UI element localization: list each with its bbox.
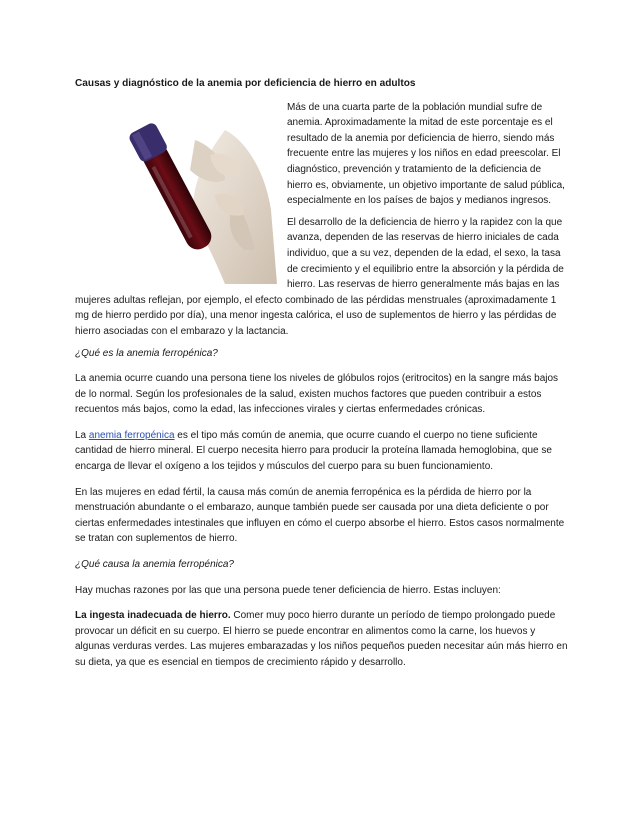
document-page [75,76,569,681]
intro-paragraph-1: Más de una cuarta parte de la población mundial sufre de anemia. Aproximadamente la mitad de este porcentaje es el resultado de la anemia por deficiencia de hierro, siendo más frecuente entre las mujeres y los niños en edad preescolar. El diagnóstico, prevención y tratamiento de la deficiencia de hierro es, obviamente, un objetivo importante de salud pública, especialmente en los países de bajos y medianos ingresos. [287,101,565,207]
test-tube-illustration [75,100,277,284]
section2-paragraph-2 [75,608,569,670]
blood-test-tube-photo [75,100,277,284]
section2-p2-bold: La ingesta inadecuada de hierro. [75,610,231,622]
section1-p2-rest: es el tipo más común de anemia, que ocurre cuando el cuerpo no tiene suficiente cantidad de hierro mineral. El cuerpo necesita hierro para producir la proteína llamada hemoglobina, que se encarga de llevar el oxígeno a los tejidos y músculos del cuerpo para su buen funcionamiento. [75,429,552,473]
section1-paragraph-3: En las mujeres en edad fértil, la causa más común de anemia ferropénica es la pérdida de hierro por la menstruación abundante o el embarazo, aunque también puede ser causada por una dieta deficiente o por ciertas enfermedades intestinales que influyen en cómo el cuerpo absorbe el hierro. Estos casos normalmente se tratan con suplementos de hierro. [75,486,565,545]
section1-paragraph-1: La anemia ocurre cuando una persona tiene los niveles de glóbulos rojos (eritrocitos) en la sangre más bajos de lo normal. Según los profesionales de la salud, existen muchos factores que pueden contribuir a estos recuentos más bajos, como la edad, las infecciones virales y ciertas enfermedades crónicas. [75,373,559,416]
section1-paragraph-2 [75,428,569,475]
section-heading-1: ¿Qué es la anemia ferropénica? [75,347,218,359]
section2-p2-rest: Comer muy poco hierro durante un período de tiempo prolongado puede provocar un déficit en su cuerpo. El hierro se puede encontrar en alimentos como la carne, los huevos y algunas verduras verdes. Las mujeres embarazadas y los niños pequeños pueden necesitar aún más hierro en su dieta, ya que es esencial en tiempos de crecimiento rápido y desarrollo. [75,610,568,668]
section1-p2-prefix: La [75,429,89,441]
section2-paragraph-1: Hay muchas razones por las que una persona puede tener deficiencia de hierro. Estas incluyen: [75,584,501,596]
document-title: Causas y diagnóstico de la anemia por deficiencia de hierro en adultos [75,78,416,89]
intro-block [75,100,569,340]
anemia-ferropenica-link[interactable]: anemia ferropénica [88,429,175,441]
intro-paragraph-2: El desarrollo de la deficiencia de hierro y la rapidez con la que avanza, dependen de las reservas de hierro iniciales de cada individuo, que a su vez, dependen de la edad, el sexo, la tasa de crecimiento y el equilibrio entre la absorción y la pérdida de hierro. Las reservas de hierro generalmente más bajas en las mujeres adultas reflejan, por ejemplo, el efecto combinado de las pérdidas menstruales (aproximadamente 1 mg de hierro perdido por día), una menor ingesta calórica, el uso de suplementos de hierro y las pérdidas de hierro asociadas con el embarazo y la lactancia. [75,216,564,337]
section-heading-2: ¿Qué causa la anemia ferropénica? [75,559,234,571]
